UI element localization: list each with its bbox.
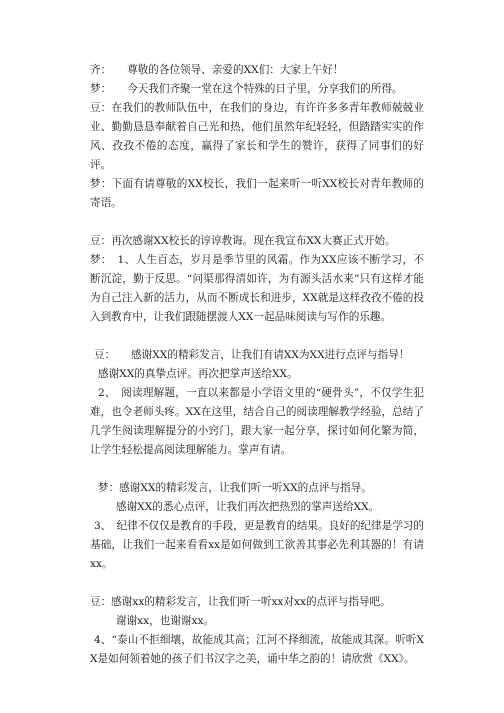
paragraph-thanks-review-2: 感谢XX的悉心点评，让我们再次把热烈的掌声送给XX。 — [116, 501, 380, 513]
paragraph-meng-gathering: 梦： 今天我们齐聚一堂在这个特殊的日子里，分享我们的所得。 — [90, 83, 403, 95]
paragraph-meng-principal: 梦：下面有请尊敬的XX校长，我们一起来听一听XX校长对青年教师的寄语。 — [90, 178, 424, 209]
spacer — [90, 213, 424, 232]
spacer — [90, 574, 424, 593]
paragraph-thanks-review-1: 感谢XX的真挚点评。再次把掌声送给XX。 — [98, 368, 298, 380]
paragraph-opening-greeting: 齐： 尊敬的各位领导、亲爱的XX们：大家上午好！ — [90, 64, 344, 76]
paragraph-meng-thanks-2: 梦：感谢XX的精彩发言，让我们听一听XX的点评与指导。 — [98, 482, 372, 494]
spacer — [90, 460, 424, 479]
paragraph-item-4: 4、“泰山不拒细壤，故能成其高；江河不择细流，故能成其深。听听XX是如何领着她的孩子们书汉字之美，诵中华之韵的！请欣赏《XX》。 — [90, 634, 424, 665]
paragraph-dou-thanks-1: 豆： 感谢XX的精彩发言，让我们有请XX为XX进行点评与指导！ — [94, 349, 410, 361]
spacer — [90, 327, 424, 346]
paragraph-dou-contest-start: 豆：再次感谢XX校长的谆谆教诲。现在我宣布XX大赛正式开始。 — [90, 235, 396, 247]
document-body — [90, 61, 424, 669]
paragraph-dou-thanks-3: 豆：感谢xx的精彩发言，让我们听一听xx对xx的点评与指导吧。 — [90, 596, 391, 608]
paragraph-dou-teachers: 豆：在我们的教师队伍中，在我们的身边，有许许多多青年教师兢兢业业、勤勤恳恳奉献着自己光和热，他们虽然年纪轻轻，但踏踏实实的作风、孜孜不倦的态度，赢得了家长和学生的赞许，获得了同事们的好评。 — [90, 102, 424, 171]
paragraph-thanks-review-3: 谢谢xx，也谢谢xx。 — [116, 615, 215, 627]
paragraph-item-2: 2、 阅读理解题，一直以来都是小学语文里的“硬骨头”，不仅学生犯难，也令老师头疼。XX在这里，结合自己的阅读理解教学经验，总结了几学生阅读理解提分的小窍门，跟大家一起分享，探讨如何化繁为简，让学生轻松提高阅读理解能力。掌声有请。 — [90, 387, 424, 456]
paragraph-meng-item-1: 梦： 1、人生百态，岁月是季节里的风霜。作为XX应该不断学习，不断沉淀，勤于反思。“问渠那得清如许，为有源头活水来”只有这样才能为自己注入新的活力，从而不断成长和进步，XX就是这样孜孜不倦的投入到教育中，让我们跟随摆渡人XX一起品味阅读与写作的乐趣。 — [90, 254, 424, 323]
paragraph-item-3: 3、 纪律不仅仅是教育的手段，更是教育的结果。良好的纪律是学习的基础，让我们一起来看看xx是如何做到工欲善其事必先利其器的！有请xx。 — [90, 520, 424, 570]
